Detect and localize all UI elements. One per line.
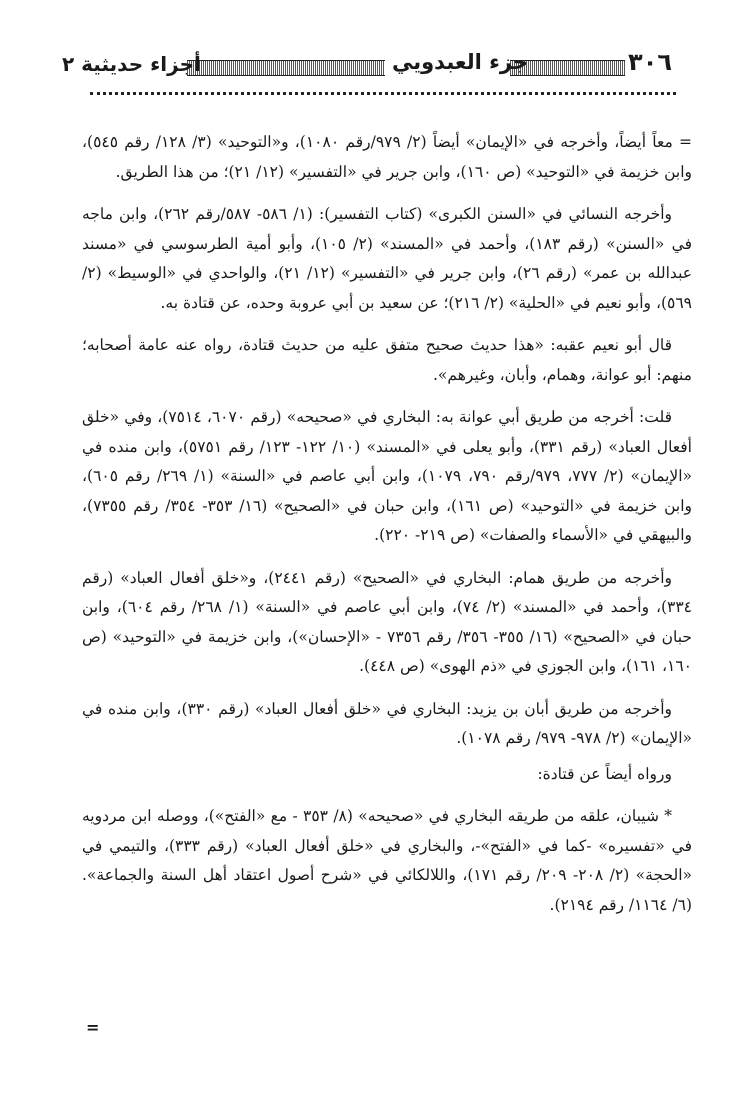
paragraph: وأخرجه النسائي في «السنن الكبرى» (كتاب التفسير): (١/ ٥٨٦- ٥٨٧/رقم ٢٦٢)، وابن ماجه في «السنن» (رقم ١٨٣)، وأحمد في «المسند» (٢/ ١٠٥)، وأبو أمية الطرسوسي في «مسند عبدالله بن عمر» (رقم ٢٦)، وابن جرير في «التفسير» (١٢/ ٢١)، والواحدي في «الوسيط» (٢/ ٥٦٩)، وأبو نعيم في «الحلية» (٢/ ٢١٦)؛ عن سعيد بن أبي عروبة وحده، عن قتادة به. (82, 205, 692, 312)
page-number: ٣٠٦ (628, 48, 672, 76)
book-title: أجزاء حديثية ٢ (62, 52, 201, 76)
page-header (62, 46, 672, 90)
footnote-text (82, 128, 692, 933)
paragraph: = معاً أيضاً، وأخرجه في «الإيمان» أيضاً (٢/ ٩٧٩/رقم ١٠٨٠)، و«التوحيد» (٣/ ١٢٨/ رقم ٥٤٥)، وابن خزيمة في «التوحيد» (ص ١٦٠)، وابن جرير في «التفسير» (١٢/ ٢١)؛ من هذا الطريق. (82, 133, 693, 181)
paragraph: قال أبو نعيم عقبه: «هذا حديث صحيح متفق عليه من حديث قتادة، رواه عنه عامة أصحابه؛ منهم: أبو عوانة، وهمام، وأبان، وغيرهم». (82, 336, 692, 384)
paragraph: ورواه أيضاً عن قتادة: (537, 764, 672, 783)
paragraph: * شيبان، علقه من طريقه البخاري في «صحيحه» (٨/ ٣٥٣ - مع «الفتح»)، ووصله ابن مردويه في «تفسيره» -كما في «الفتح»-، والبخاري في «خلق أفعال العباد» (رقم ٣٣٣)، والتيمي في «الحجة» (٢/ ٢٠٨- ٢٠٩/ رقم ١٧١)، واللالكائي في «شرح أصول اعتقاد أهل السنة والجماعة». (٦/ ١١٦٤/ رقم ٢١٩٤). (82, 807, 692, 914)
paragraph: وأخرجه من طريق همام: البخاري في «الصحيح» (رقم ٢٤٤١)، و«خلق أفعال العباد» (رقم ٣٣٤)، وأحمد في «المسند» (٢/ ٧٤)، وابن أبي عاصم في «السنة» (١/ ٢٦٨/ رقم ٦٠٤)، وابن حبان في «الصحيح» (١٦/ ٣٥٥- ٣٥٦/ رقم ٧٣٥٦ - «الإحسان»)، وابن خزيمة في «التوحيد» (ص ١٦٠، ١٦١)، وابن الجوزي في «ذم الهوى» (ص ٤٤٨). (82, 568, 692, 675)
running-title: جزء العبدويي (392, 50, 529, 74)
paragraph: وأخرجه من طريق أبان بن يزيد: البخاري في «خلق أفعال العباد» (رقم ٣٣٠)، وابن منده في «الإيمان» (٢/ ٩٧٨- ٩٧٩/ رقم ١٠٧٨). (82, 699, 692, 747)
paragraph: قلت: أخرجه من طريق أبي عوانة به: البخاري في «صحيحه» (رقم ٦٠٧٠، ٧٥١٤)، وفي «خلق أفعال العباد» (رقم ٣٣١)، وأبو يعلى في «المسند» (١٠/ ١٢٢- ١٢٣/ رقم ٥٧٥١)، وابن منده في «الإيمان» (٢/ ٧٧٧، ٩٧٩/رقم ٧٩٠، ١٠٧٩)، وابن أبي عاصم في «السنة» (١/ ٢٦٩/ رقم ٦٠٥)، وابن خزيمة في «التوحيد» (ص ١٦١)، وابن حبان في «الصحيح» (١٦/ ٣٥٣- ٣٥٤/ رقم ٧٣٥٥)، والبيهقي في «الأسماء والصفات» (ص ٢١٩- ٢٢٠). (82, 408, 693, 544)
footnote-divider (90, 92, 676, 95)
header-ornament-left (187, 60, 385, 76)
continuation-marker: = (86, 1018, 100, 1037)
